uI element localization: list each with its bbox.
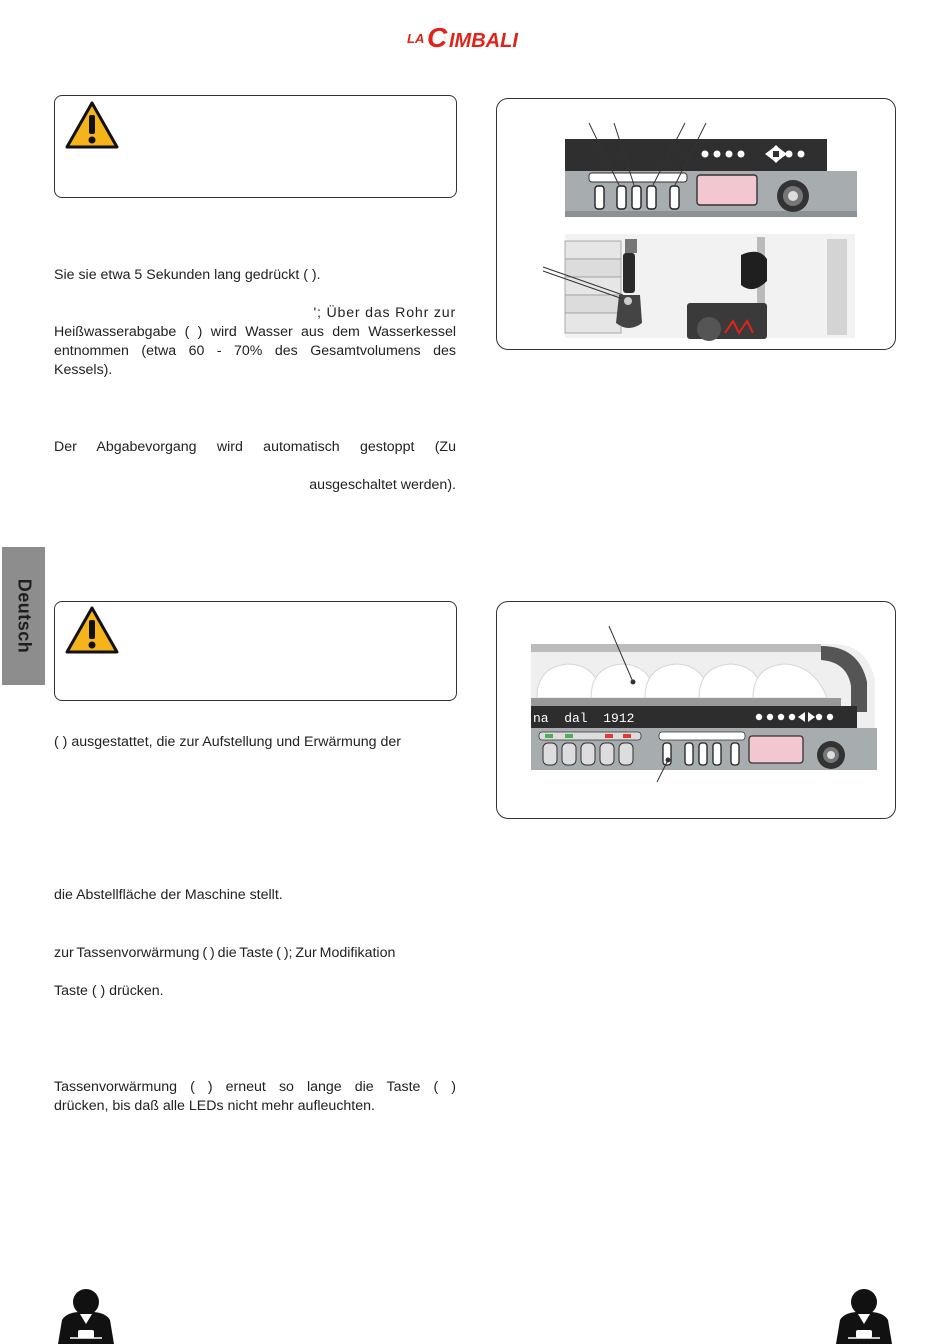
cup-warmer-illustration <box>497 602 895 818</box>
svg-text:IMBALI: IMBALI <box>449 30 518 52</box>
paragraph: drücken, bis daß alle LEDs nicht mehr aufleuchten. <box>54 1098 375 1114</box>
lacimbali-logo <box>405 22 545 52</box>
machine-label: na dal 1912 <box>533 711 635 726</box>
paragraph: zur Tassenvorwärmung ( ) die Taste ( ); Zur Modifikation <box>54 945 396 961</box>
warning-triangle-icon <box>64 605 120 655</box>
paragraph: die Abstellfläche der Maschine stellt. <box>54 887 283 903</box>
paragraph: Tassenvorwärmung ( ) erneut so lange die Taste ( ) <box>54 1079 456 1095</box>
barista-icon <box>56 1288 116 1344</box>
paragraph: Der Abgabevorgang wird automatisch gestoppt (Zu <box>54 439 456 455</box>
paragraph: Sie sie etwa 5 Sekunden lang gedrückt ( ). <box>54 267 321 283</box>
warning-triangle-icon <box>64 100 120 150</box>
figure-cup-warmer <box>496 601 896 819</box>
svg-text:C: C <box>427 22 448 52</box>
paragraph <box>54 304 456 323</box>
language-tab <box>2 547 45 685</box>
paragraph: Taste ( ) drücken. <box>54 983 164 999</box>
paragraph: ausgeschaltet werden). <box>309 477 456 493</box>
svg-text:LA: LA <box>407 31 425 46</box>
warning-box <box>54 95 457 198</box>
language-tab-label: Deutsch <box>14 578 34 654</box>
paragraph-line: '; Über das Rohr zur <box>313 305 456 321</box>
warning-box <box>54 601 457 701</box>
barista-icon <box>834 1288 894 1344</box>
paragraph: Heißwasserabgabe ( ) wird Wasser aus dem Wasserkessel entnommen (etwa 60 - 70% des Gesamtvolumens des Kessels). <box>54 324 456 378</box>
coffee-machine-illustration <box>497 99 895 349</box>
figure-machine-front <box>496 98 896 350</box>
paragraph: ( ) ausgestattet, die zur Aufstellung und Erwärmung der <box>54 734 401 750</box>
